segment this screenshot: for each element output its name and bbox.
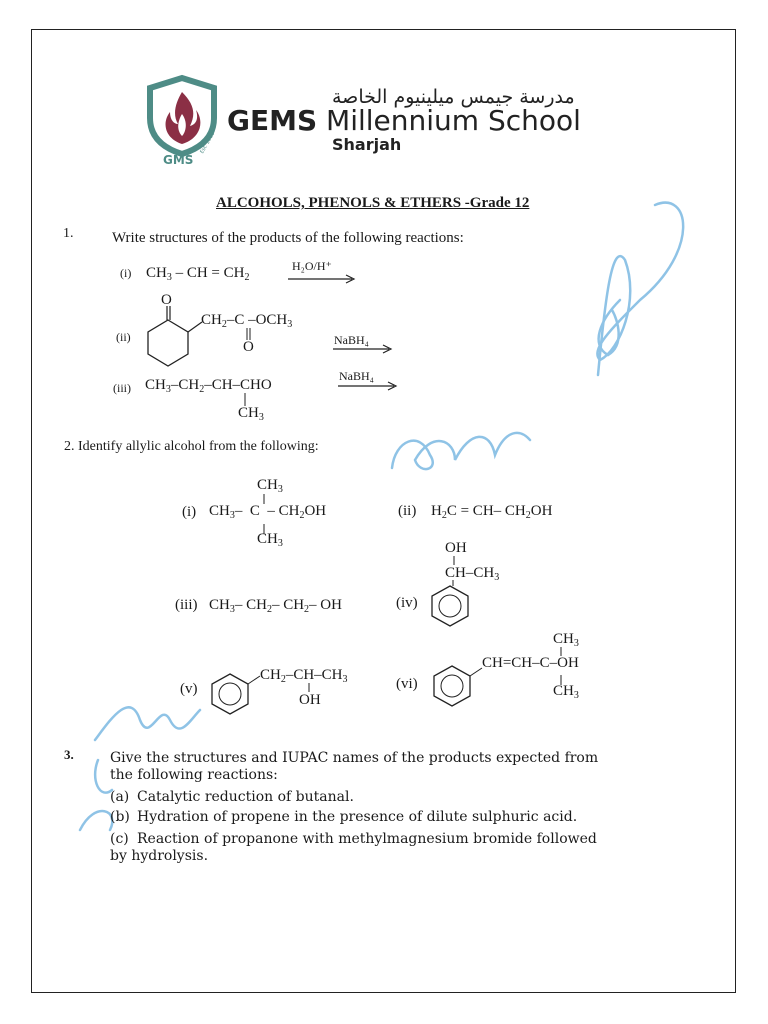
q1-i-reagent: H₂O/H⁺ — [292, 259, 332, 273]
q2-vi-main-chain: CH=CH–C–OH — [482, 655, 579, 671]
q1-i-arrow — [288, 274, 358, 284]
q2-vi-bottom-methyl: $CH_3$ — [553, 683, 579, 701]
q1-iii-arrow — [338, 381, 400, 391]
q3-number: 3. — [64, 747, 74, 762]
q1-iii-reagent: NaBH₄ — [339, 369, 374, 383]
school-city: Sharjah — [332, 135, 402, 154]
q1-iii-reactant: $CH_3-CH_2-CH$–CHO — [145, 377, 272, 395]
q2-ii-label: (ii) — [398, 503, 417, 519]
q2-vi-label: (vi) — [396, 676, 418, 692]
q2-v-chain: $CH_2-CH-CH_3$ — [260, 667, 348, 685]
q2-iii-structure: $CH_3-$ $CH_2-$ $CH_2-$ OH — [209, 597, 342, 615]
q1-ii-label: (ii) — [116, 330, 131, 344]
q2-iii-label: (iii) — [175, 597, 198, 613]
q2-prompt: 2. Identify allylic alcohol from the following: — [64, 439, 319, 454]
q2-iv-oh: OH — [445, 540, 467, 556]
benzene-ring-icon — [430, 660, 486, 712]
q1-prompt: Write structures of the products of the following reactions: — [112, 230, 464, 246]
q1-ii-arrow — [333, 344, 395, 354]
q3-c-text2: by hydrolysis. — [110, 848, 209, 864]
q2-i-bottom-methyl: $CH_3$ — [257, 531, 283, 549]
logo-abbrev: GMS — [163, 153, 194, 167]
q1-number: 1. — [63, 226, 74, 241]
q2-v-oh: OH — [299, 692, 321, 708]
cyclohexanone-ring-icon — [140, 292, 210, 372]
q1-i-label: (i) — [120, 266, 132, 280]
school-name-rest: Millennium School — [326, 104, 581, 137]
q1-ii-ester-o: O — [243, 339, 254, 355]
q3-c-label: (c) — [110, 831, 129, 847]
logo-est: Est. 2010 — [199, 131, 217, 155]
q3-b-label: (b) — [110, 809, 130, 825]
q2-vi-top-methyl: $CH_3$ — [553, 631, 579, 649]
q2-iv-label: (iv) — [396, 595, 418, 611]
q1-i-reactant: $CH_3$ – CH = $CH_2$ — [146, 265, 250, 283]
q3-line1: Give the structures and IUPAC names of the products expected from — [110, 750, 599, 766]
q3-b-text: Hydration of propene in the presence of dilute sulphuric acid. — [137, 809, 578, 825]
q2-iv-chain: $CH-CH_3$ — [445, 565, 500, 583]
q3-a-text: Catalytic reduction of butanal. — [137, 789, 354, 805]
q3-a-label: (a) — [110, 789, 130, 805]
q3-c-text: Reaction of propanone with methylmagnesium bromide followed — [137, 831, 597, 847]
q1-ii-ester-chain: $CH_2-C$ $-OCH_3$ — [201, 312, 293, 330]
q1-iii-label: (iii) — [113, 381, 131, 395]
q2-ii-structure: $H_2C = CH-$ $CH_2OH$ — [431, 503, 553, 521]
q2-v-label: (v) — [180, 681, 198, 697]
q2-i-top-methyl: $CH_3$ — [257, 477, 283, 495]
benzene-ring-icon — [428, 580, 472, 632]
q2-i-label: (i) — [182, 504, 197, 520]
arabic-school-name: مدرسة جيمس ميلينيوم الخاصة — [332, 86, 575, 108]
q1-ii-reagent: NaBH₄ — [334, 333, 369, 347]
worksheet-title: ALCOHOLS, PHENOLS & ETHERS -Grade 12 — [216, 195, 530, 211]
q1-ii-carbonyl-o: O — [161, 292, 172, 308]
q1-iii-methyl: $CH_3$ — [238, 405, 264, 423]
school-name-bold: GEMS — [227, 104, 318, 137]
q3-line2: the following reactions: — [110, 767, 278, 783]
q2-i-main-chain: $CH_3-$ C – $CH_2OH$ — [209, 503, 327, 521]
